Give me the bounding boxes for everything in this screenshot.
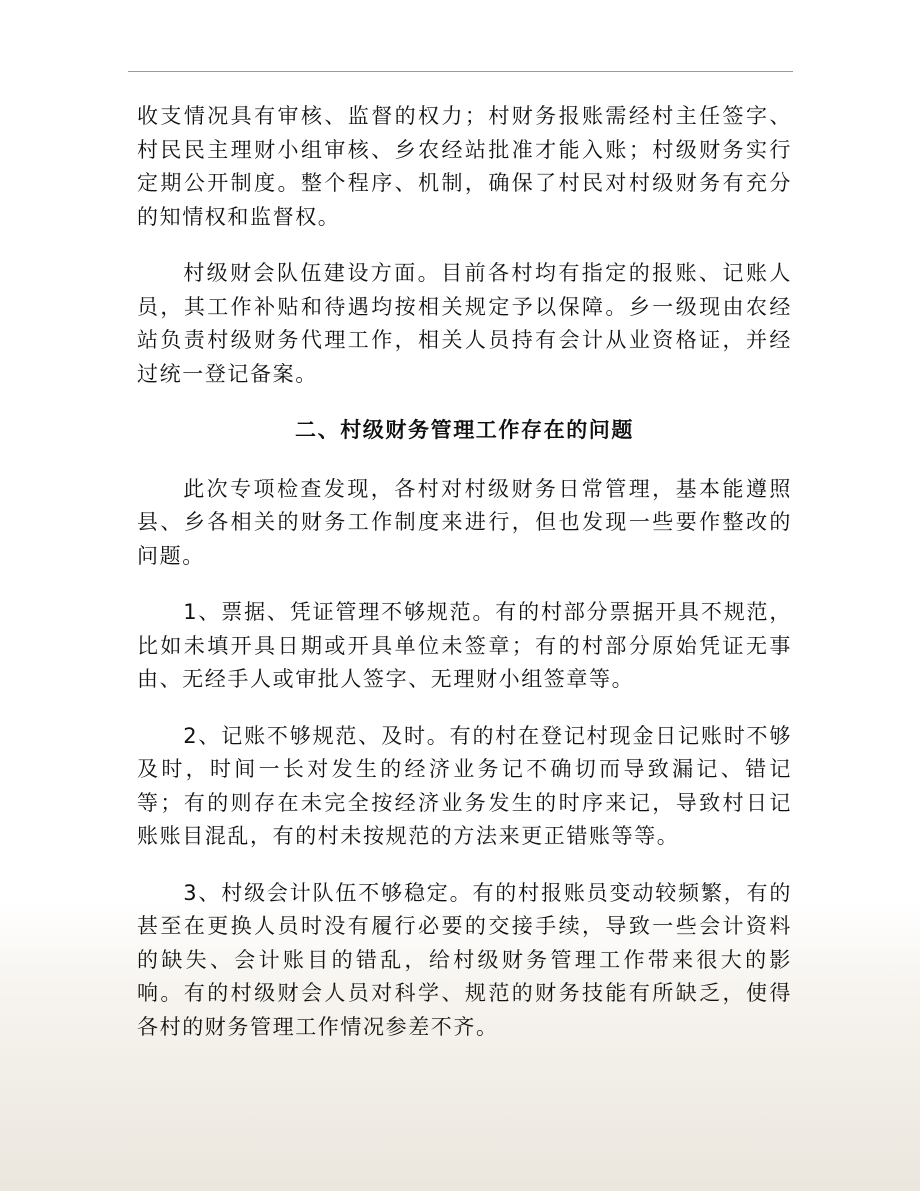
header-rule	[128, 71, 793, 72]
paragraph-inspection-intro: 此次专项检查发现，各村对村级财务日常管理，基本能遵照县、乡各相关的财务工作制度来进行，但也发现一些要作整改的问题。	[137, 476, 792, 568]
paragraph-issue-3: 3、村级会计队伍不够稳定。有的村报账员变动较频繁，有的甚至在更换人员时没有履行必要的交接手续，导致一些会计资料的缺失、会计账目的错乱，给村级财务管理工作带来很大的影响。有的村级财会人员对科学、规范的财务技能有所缺乏，使得各村的财务管理工作情况参差不齐。	[137, 880, 792, 1039]
paragraph-issue-1: 1、票据、凭证管理不够规范。有的村部分票据开具不规范，比如未填开具日期或开具单位未签章；有的村部分原始凭证无事由、无经手人或审批人签字、无理财小组签章等。	[137, 600, 792, 691]
paragraph-issue-2: 2、记账不够规范、及时。有的村在登记村现金日记账时不够及时，时间一长对发生的经济业务记不确切而导致漏记、错记等；有的则存在未完全按经济业务发生的时序来记，导致村日记账账目混乱，有的村未按规范的方法来更正错账等等。	[137, 723, 792, 848]
document-body	[137, 100, 792, 1067]
paragraph-staffing: 村级财会队伍建设方面。目前各村均有指定的报账、记账人员，其工作补贴和待遇均按相关规定予以保障。乡一级现由农经站负责村级财务代理工作，相关人员持有会计从业资格证，并经过统一登记备案。	[137, 261, 792, 386]
section-heading: 二、村级财务管理工作存在的问题	[295, 418, 634, 442]
paragraph-continuation: 收支情况具有审核、监督的权力；村财务报账需经村主任签字、村民民主理财小组审核、乡农经站批准才能入账；村级财务实行定期公开制度。整个程序、机制，确保了村民对村级财务有充分的知情权和监督权。	[137, 104, 792, 229]
